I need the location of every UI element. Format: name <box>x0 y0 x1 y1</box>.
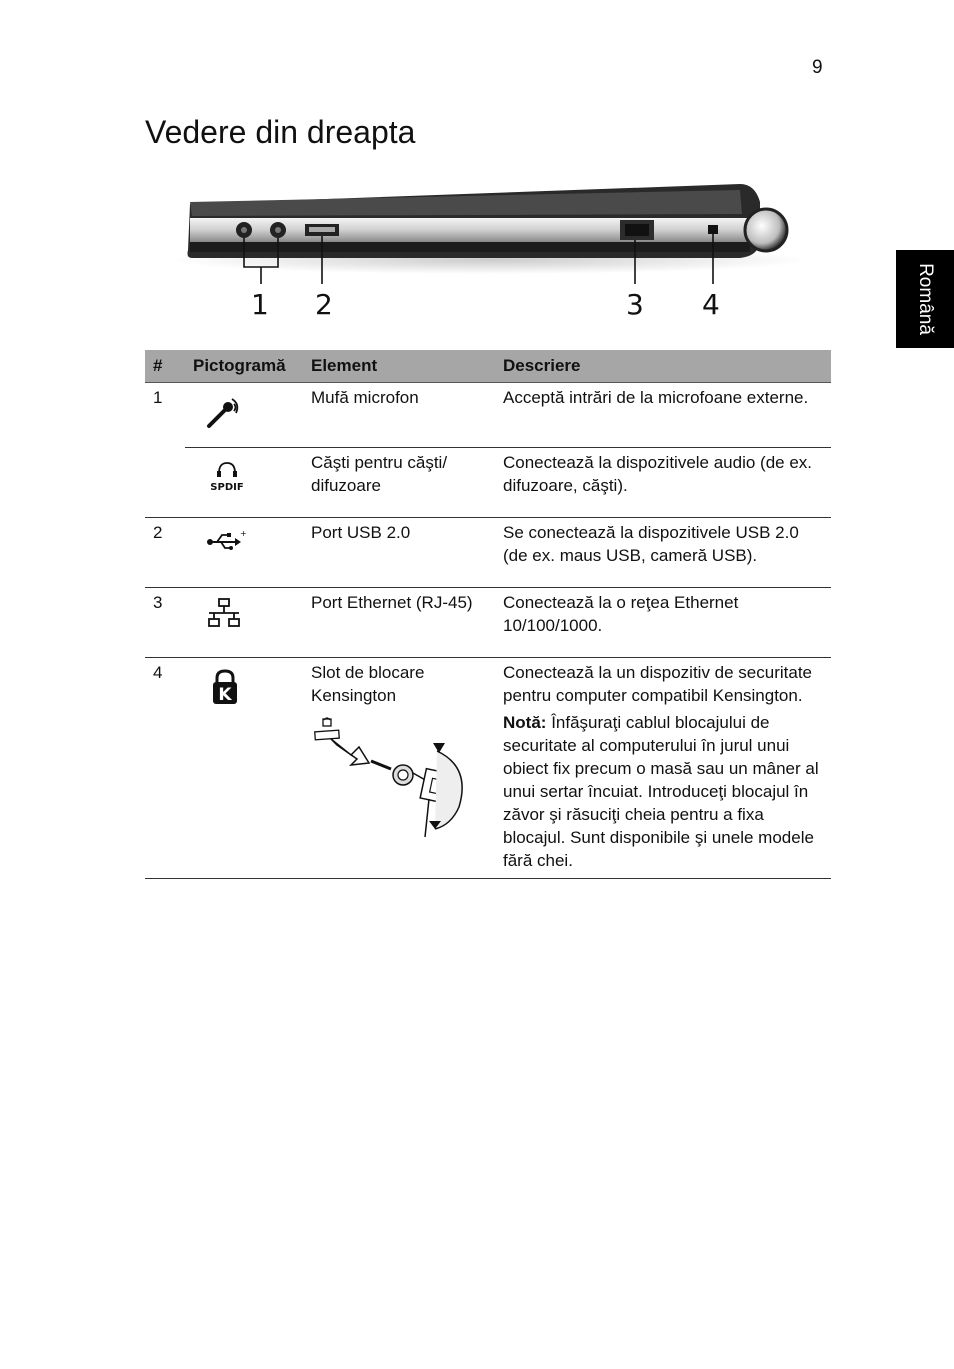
row-description: Conectează la un dispozitiv de securitate pentru computer compatibil Kensington. <box>503 663 813 705</box>
row-description: Acceptă intrări de la microfoane externe. <box>495 383 831 448</box>
row-icon-cell <box>185 383 303 448</box>
note-label: Notă: <box>503 713 547 732</box>
svg-text:K: K <box>218 685 232 705</box>
row-element: Port USB 2.0 <box>303 518 495 588</box>
row-number: 1 <box>153 388 163 407</box>
table-row <box>145 588 831 658</box>
row-element-cell <box>303 658 495 879</box>
callout-4: 4 <box>702 288 720 321</box>
row-element: Slot de blocare Kensington <box>311 663 425 705</box>
row-description-cell <box>495 658 831 879</box>
row-number: 4 <box>145 658 185 879</box>
header-element: Element <box>303 350 495 383</box>
headphones-spdif-icon <box>205 457 249 493</box>
table-row <box>145 383 831 448</box>
table-row <box>145 658 831 879</box>
row-description: Se conectează la dispozitivele USB 2.0 (de ex. maus USB, cameră USB). <box>495 518 831 588</box>
usb-icon <box>205 527 245 557</box>
row-icon-cell <box>185 518 303 588</box>
row-number: 3 <box>145 588 185 658</box>
kensington-lock-icon <box>205 667 245 707</box>
row-element: Căşti pentru căşti/ difuzoare <box>303 448 495 518</box>
page-title: Vedere din dreapta <box>145 114 416 150</box>
ports-table <box>145 350 831 879</box>
kensington-lock-illustration <box>311 717 471 847</box>
microphone-icon <box>205 392 245 432</box>
table-row <box>145 518 831 588</box>
callout-1: 1 <box>251 288 269 321</box>
svg-text:+: + <box>240 529 247 538</box>
row-number: 2 <box>145 518 185 588</box>
row-description: Conectează la o reţea Ethernet 10/100/1000. <box>495 588 831 658</box>
laptop-right-side-figure <box>170 172 810 332</box>
ethernet-icon <box>205 597 245 631</box>
note-text: Înfăşuraţi cablul blocajului de securitate al computerului în jurul unui obiect fix precum o masă sau un mâner al unui sertar încuiat. Introduceţi blocajul în zăvor şi răsuciţi cheia pentru a fixa blocajul. Sunt disponibile şi unele modele fără chei. <box>503 713 819 870</box>
language-tab <box>896 250 954 348</box>
table-row <box>145 448 831 518</box>
row-icon-cell <box>185 448 303 518</box>
row-description: Conectează la dispozitivele audio (de ex. difuzoare, căşti). <box>495 448 831 518</box>
spdif-label: SPDIF <box>210 482 244 493</box>
note-paragraph <box>503 711 823 872</box>
row-icon-cell <box>185 658 303 879</box>
callout-3: 3 <box>626 288 644 321</box>
header-icon: Pictogramă <box>185 350 303 383</box>
row-element: Port Ethernet (RJ-45) <box>303 588 495 658</box>
table-header-row <box>145 350 831 383</box>
row-icon-cell <box>185 588 303 658</box>
header-description: Descriere <box>495 350 831 383</box>
header-number: # <box>145 350 185 383</box>
row-element: Mufă microfon <box>303 383 495 448</box>
page-number: 9 <box>812 57 823 78</box>
language-tab-label: Română <box>915 263 936 335</box>
row-number <box>145 448 185 518</box>
callout-2: 2 <box>315 288 333 321</box>
